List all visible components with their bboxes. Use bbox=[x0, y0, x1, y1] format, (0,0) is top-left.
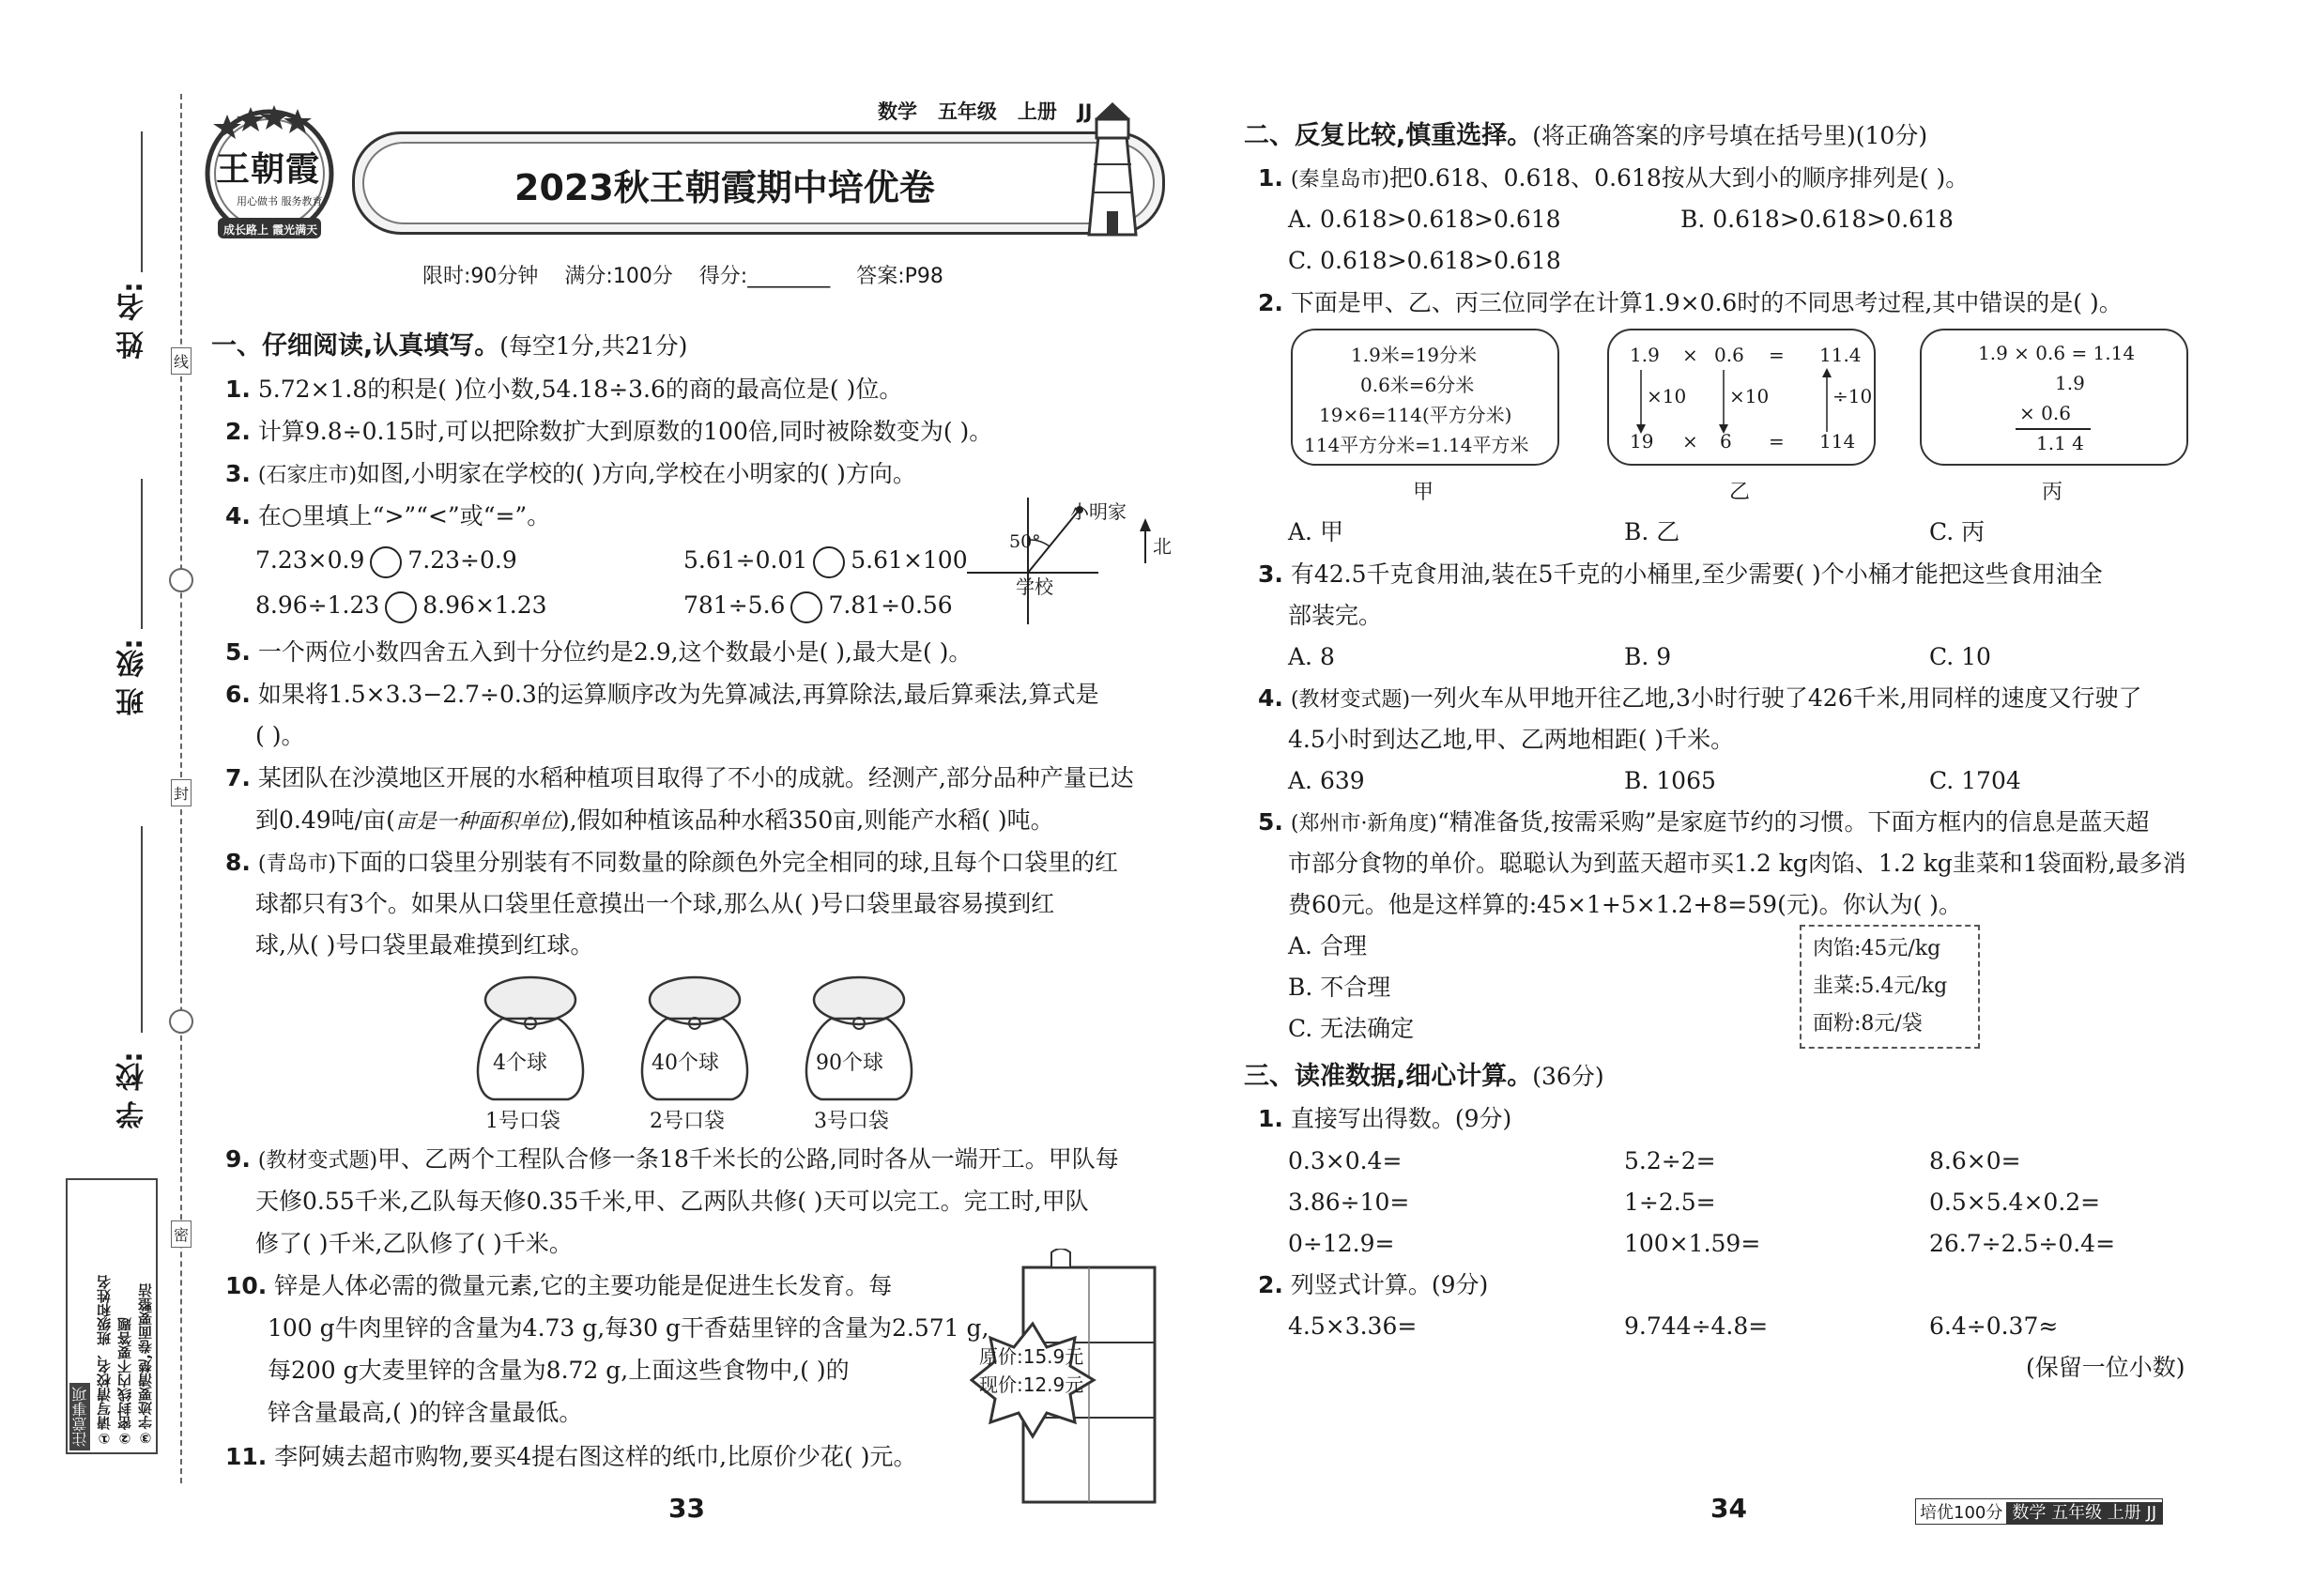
q2-5-option-a[interactable]: A. 合理 bbox=[1288, 932, 1367, 959]
q1-9-line3[interactable]: 修了( )千米,乙队修了( )千米。 bbox=[255, 1230, 573, 1257]
brand-slogan-1: 用心做书 服务教育 bbox=[237, 195, 323, 207]
q1-6-line2[interactable]: ( )。 bbox=[255, 722, 305, 749]
exam-meta bbox=[422, 261, 943, 293]
label-jia: 甲 bbox=[1413, 481, 1434, 504]
book-volume: 上册 bbox=[1017, 100, 1057, 123]
school-label: 学 校: bbox=[116, 1051, 149, 1129]
bag-2 bbox=[629, 972, 760, 1136]
q2-5-option-b[interactable]: B. 不合理 bbox=[1288, 974, 1391, 1001]
q1-3: 3. (石家庄市)如图,小明家在学校的( )方向,学校在小明家的( )方向。 bbox=[225, 460, 916, 487]
section1-title: 一、仔细阅读,认真填写。 bbox=[211, 331, 500, 361]
calc-r1c1[interactable]: 0.3×0.4= bbox=[1288, 1147, 1403, 1174]
time-limit: 限时:90分钟 bbox=[422, 265, 539, 288]
q1-7-line2[interactable]: 到0.49吨/亩(亩是一种面积单位),假如种植该品种水稻350亩,则能产水稻( )吨。 bbox=[255, 806, 1054, 834]
method-bing-box: 1.9 × 0.6 = 1.14 1.9 × 0.6 1.1 4 bbox=[1920, 329, 2188, 466]
calc-r1c3[interactable]: 8.6×0= bbox=[1929, 1147, 2021, 1174]
class-line[interactable] bbox=[141, 479, 143, 629]
bag-label: 2号口袋 bbox=[650, 1110, 725, 1133]
vertical-calc-2[interactable]: 9.744÷4.8= bbox=[1624, 1312, 1769, 1340]
q1-9: 9. (教材变式题)甲、乙两个工程队合修一条18千米长的公路,同时各从一端开工。甲队每 bbox=[225, 1145, 1119, 1173]
book-grade: 五年级 bbox=[937, 100, 997, 123]
section3-heading bbox=[1244, 1061, 1604, 1093]
q2-3-option-a[interactable]: A. 8 bbox=[1288, 643, 1335, 670]
compare-circle[interactable] bbox=[370, 546, 402, 578]
note-2: ②密封线内不要答题 bbox=[116, 1317, 133, 1447]
q1-10-line3[interactable]: 每200 g大麦里锌的含量为8.72 g,上面这些食物中,( )的 bbox=[268, 1357, 850, 1384]
q1-4-item-3: 8.96÷1.23 8.96×1.23 bbox=[255, 590, 547, 623]
q2-2-option-c[interactable]: C. 丙 bbox=[1929, 518, 1986, 545]
answer-ref: 答案:P98 bbox=[856, 265, 943, 288]
compare-circle[interactable] bbox=[385, 591, 417, 623]
book-edition: JJ bbox=[1077, 100, 1093, 123]
q1-2: 2. 计算9.8÷0.15时,可以把除数扩大到原数的100倍,同时被除数变为( )。 bbox=[225, 418, 993, 445]
q3-2: 2. 列竖式计算。(9分) bbox=[1258, 1271, 1489, 1298]
bag-1 bbox=[465, 972, 596, 1136]
map-angle-label: 50° bbox=[1009, 531, 1041, 552]
compare-circle[interactable] bbox=[790, 591, 822, 623]
q2-1-option-c[interactable]: C. 0.618>0.618>0.618 bbox=[1288, 247, 1561, 274]
bag-balls: 90个球 bbox=[816, 1051, 883, 1075]
note-1: ①请写清校名、班级和姓名 bbox=[96, 1275, 113, 1447]
rounding-note: (保留一位小数) bbox=[2026, 1354, 2185, 1381]
q1-9-line2[interactable]: 天修0.55千米,乙队每天修0.35千米,甲、乙两队共修( )天可以完工。完工时,甲队 bbox=[255, 1188, 1089, 1215]
ring-hole-1 bbox=[169, 568, 193, 592]
section2-title: 二、反复比较,慎重选择。 bbox=[1244, 121, 1533, 150]
label-yi: 乙 bbox=[1729, 481, 1751, 504]
name-label: 姓 名: bbox=[116, 282, 149, 360]
q2-5-option-c[interactable]: C. 无法确定 bbox=[1288, 1015, 1415, 1042]
q2-4: 4. (教材变式题)一列火车从甲地开往乙地,3小时行驶了426千米,用同样的速度又行驶了 bbox=[1258, 684, 2142, 712]
section3-title: 三、读准数据,细心计算。 bbox=[1244, 1062, 1533, 1091]
q2-5-line2: 市部分食物的单价。聪聪认为到蓝天超市买1.2 kg肉馅、1.2 kg韭菜和1袋面粉,最多消 bbox=[1288, 850, 2186, 877]
q1-4-item-2: 5.61÷0.01 5.61×100 bbox=[683, 545, 968, 578]
q1-8: 8. (青岛市)下面的口袋里分别装有不同数量的除颜色外完全相同的球,且每个口袋里的红 bbox=[225, 849, 1118, 876]
footer-info: 数学 五年级 上册 JJ bbox=[2006, 1502, 2162, 1524]
binding-margin bbox=[0, 0, 188, 1596]
q2-3-option-c[interactable]: C. 10 bbox=[1929, 643, 1991, 670]
q1-4-item-1: 7.23×0.9 7.23÷0.9 bbox=[255, 545, 517, 578]
q1-8-line3[interactable]: 球,从( )号口袋里最难摸到红球。 bbox=[255, 931, 594, 959]
brand-name: 王朝霞 bbox=[216, 150, 321, 189]
exam-title: 2023秋王朝霞期中培优卷 bbox=[514, 167, 935, 208]
calc-r3c2[interactable]: 100×1.59= bbox=[1624, 1230, 1761, 1257]
bag-icon bbox=[793, 972, 925, 1103]
q2-4-option-b[interactable]: B. 1065 bbox=[1624, 767, 1716, 794]
q1-8-line2[interactable]: 球都只有3个。如果从口袋里任意摸出一个球,那么从( )号口袋里最容易摸到红 bbox=[255, 890, 1055, 917]
lighthouse-icon bbox=[1070, 99, 1155, 239]
q1-10: 10. 锌是人体必需的微量元素,它的主要功能是促进生长发育。每 bbox=[225, 1272, 893, 1299]
score-field[interactable]: 得分:________ bbox=[698, 265, 831, 288]
q2-4-option-a[interactable]: A. 639 bbox=[1288, 767, 1365, 794]
q2-4-option-c[interactable]: C. 1704 bbox=[1929, 767, 2021, 794]
q1-4-item-4: 781÷5.6 7.81÷0.56 bbox=[683, 590, 953, 623]
school-line[interactable] bbox=[141, 826, 143, 1033]
section2-note: (将正确答案的序号填在括号里)(10分) bbox=[1532, 122, 1928, 149]
q1-1: 1. 5.72×1.8的积是( )位小数,54.18÷3.6的商的最高位是( )位。 bbox=[225, 376, 903, 403]
q2-1-option-b[interactable]: B. 0.618>0.618>0.618 bbox=[1680, 206, 1954, 233]
class-label: 班 级: bbox=[116, 638, 149, 716]
method-yi-box: 1.9 × 0.6 = 11.4 ×10 ×10 ÷10 19 × 6 = 114 bbox=[1607, 329, 1876, 466]
q1-11: 11. 李阿姨去超市购物,要买4提右图这样的纸巾,比原价少花( )元。 bbox=[225, 1443, 917, 1470]
ring-hole-2 bbox=[169, 1009, 193, 1034]
brand-slogan-2: 成长路上 霞光满天 bbox=[223, 223, 318, 237]
compare-circle[interactable] bbox=[813, 546, 845, 578]
q1-4: 4. 在○里填上“>”“<”或“=”。 bbox=[225, 502, 551, 529]
q1-6: 6. 如果将1.5×3.3−2.7÷0.3的运算顺序改为先算减法,再算除法,最后算乘法,算式是 bbox=[225, 681, 1099, 708]
q2-4-line2[interactable]: 4.5小时到达乙地,甲、乙两地相距( )千米。 bbox=[1288, 726, 1735, 753]
q1-5: 5. 一个两位小数四舍五入到十分位约是2.9,这个数最小是( ),最大是( )。 bbox=[225, 638, 973, 666]
bag-label: 1号口袋 bbox=[485, 1110, 560, 1133]
name-line[interactable] bbox=[141, 131, 143, 272]
book-info bbox=[878, 97, 1092, 125]
label-bing: 丙 bbox=[2042, 481, 2063, 504]
cut-mark-line: 线 bbox=[171, 347, 192, 375]
calc-r1c2[interactable]: 5.2÷2= bbox=[1624, 1147, 1716, 1174]
section3-note: (36分) bbox=[1532, 1063, 1604, 1090]
full-score: 满分:100分 bbox=[564, 265, 673, 288]
section2-heading bbox=[1244, 120, 1927, 152]
price-box bbox=[1800, 925, 1980, 1049]
price-flour: 面粉:8元/袋 bbox=[1813, 1012, 1923, 1036]
book-subject: 数学 bbox=[878, 100, 917, 123]
note-3: ③字迹要清楚,卷面要整洁 bbox=[137, 1283, 154, 1447]
map-school-label: 学校 bbox=[1016, 575, 1053, 598]
q2-3: 3. 有42.5千克食用油,装在5千克的小桶里,至少需要( )个小桶才能把这些食用油全 bbox=[1258, 560, 2103, 588]
map-home-label: 小明家 bbox=[1070, 500, 1127, 523]
q1-10-line2: 100 g牛肉里锌的含量为4.73 g,每30 g干香菇里锌的含量为2.571 g, bbox=[268, 1314, 989, 1342]
bag-balls: 40个球 bbox=[652, 1051, 719, 1075]
q3-1: 1. 直接写出得数。(9分) bbox=[1258, 1105, 1512, 1132]
q2-2-option-b[interactable]: B. 乙 bbox=[1624, 518, 1680, 545]
q2-1: 1. (秦皇岛市)把0.618、0.618、0.618按从大到小的顺序排列是( )。 bbox=[1258, 164, 1970, 192]
q2-3-option-b[interactable]: B. 9 bbox=[1624, 643, 1672, 670]
calc-r3c3[interactable]: 26.7÷2.5÷0.4= bbox=[1929, 1230, 2116, 1257]
footer-badge bbox=[1915, 1498, 2163, 1525]
calc-r2c3[interactable]: 0.5×5.4×0.2= bbox=[1929, 1189, 2101, 1216]
brand-logo bbox=[199, 103, 340, 244]
notes-title: 注意事项 bbox=[69, 1383, 90, 1450]
cut-mark-secret: 密 bbox=[171, 1220, 192, 1248]
calc-r3c1[interactable]: 0÷12.9= bbox=[1288, 1230, 1395, 1257]
q2-3-line2: 部装完。 bbox=[1288, 602, 1383, 629]
section1-note: (每空1分,共21分) bbox=[499, 332, 688, 360]
calc-r2c2[interactable]: 1÷2.5= bbox=[1624, 1189, 1716, 1216]
bag-balls: 4个球 bbox=[493, 1051, 547, 1075]
q2-1-option-a[interactable]: A. 0.618>0.618>0.618 bbox=[1288, 206, 1561, 233]
current-price: 现价:12.9元 bbox=[979, 1373, 1084, 1396]
cut-mark-seal: 封 bbox=[171, 779, 192, 806]
q2-2: 2. 下面是甲、乙、丙三位同学在计算1.9×0.6时的不同思考过程,其中错误的是( )。 bbox=[1258, 289, 2123, 316]
bag-label: 3号口袋 bbox=[814, 1110, 889, 1133]
title-banner bbox=[352, 131, 1165, 235]
map-north-label: 北 bbox=[1153, 535, 1172, 558]
section1-heading bbox=[211, 330, 687, 362]
bag-icon bbox=[465, 972, 596, 1103]
calc-r2c1[interactable]: 3.86÷10= bbox=[1288, 1189, 1410, 1216]
bag-3 bbox=[793, 972, 925, 1136]
footer-tag: 培优100分 bbox=[1920, 1503, 2003, 1523]
q1-7: 7. 某团队在沙漠地区开展的水稻种植项目取得了不小的成就。经测产,部分品种产量已达 bbox=[225, 764, 1134, 791]
vertical-calc-1[interactable]: 4.5×3.36= bbox=[1288, 1312, 1418, 1340]
method-jia-box: 1.9米=19分米 0.6米=6分米 19×6=114(平方分米) 114平方分米=1.14平方米 bbox=[1291, 329, 1559, 466]
q2-5: 5. (郑州市·新角度)“精准备货,按需采购”是家庭节约的习惯。下面方框内的信息是蓝天超 bbox=[1258, 808, 2150, 836]
bag-icon bbox=[629, 972, 760, 1103]
right-page-number: 34 bbox=[1710, 1493, 1747, 1524]
vertical-calc-3[interactable]: 6.4÷0.37≈ bbox=[1929, 1312, 2059, 1340]
q1-10-line4[interactable]: 锌含量最高,( )的锌含量最低。 bbox=[268, 1399, 583, 1426]
original-price: 原价:15.9元 bbox=[979, 1345, 1084, 1368]
q2-2-option-a[interactable]: A. 甲 bbox=[1288, 518, 1343, 545]
notes-box bbox=[66, 1178, 158, 1454]
price-meat: 肉馅:45元/kg bbox=[1813, 937, 1941, 960]
price-chives: 韭菜:5.4元/kg bbox=[1813, 974, 1948, 998]
left-page-number: 33 bbox=[668, 1493, 705, 1524]
q2-5-line3[interactable]: 费60元。他是这样算的:45×1+5×1.2+8=59(元)。你认为( )。 bbox=[1288, 891, 1963, 918]
